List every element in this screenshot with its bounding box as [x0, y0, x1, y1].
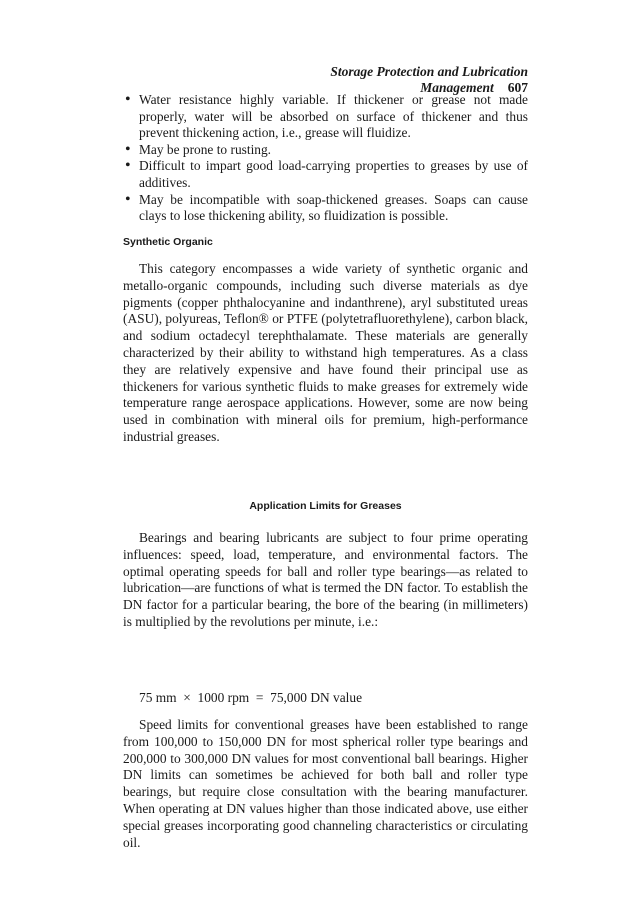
bullet-item: • Difficult to impart good load-carrying properties to greases by use of additives.: [123, 158, 528, 191]
page-number: 607: [507, 80, 528, 95]
dn-equation: 75 mm × 1000 rpm = 75,000 DN value: [139, 690, 363, 705]
application-limits-paragraph-1: Bearings and bearing lubricants are subject to four prime operating influences: speed, load, temperature, and environmental factors. The optimal operating speeds for ball and roller type bearings—as related to lubrication—are functions of what is termed the DN factor. To establish the DN factor for a particular bearing, the bore of the bearing (in millimeters) is multiplied by the revolutions per minute, i.e.:: [123, 530, 528, 629]
application-limits-heading: Application Limits for Greases: [249, 500, 402, 512]
running-title: Storage Protection and Lubrication Management: [330, 64, 528, 95]
bullet-item: • May be prone to rusting.: [123, 142, 528, 159]
bullet-item: • Water resistance highly variable. If thickener or grease not made properly, water will be absorbed on surface of thickener and thus prevent thickening action, i.e., grease will fluidize.: [123, 92, 528, 142]
synthetic-organic-paragraph: This category encompasses a wide variety of synthetic organic and metallo-organic compounds, including such diverse materials as dye pigments (copper phthalocyanine and indanthrene), aryl substituted ureas (ASU), polyureas, Teflon® or PTFE (polytetrafluorethylene), carbon black, and sodium octadecyl terephthalamate. These materials are generally characterized by their ability to withstand high temperatures. As a class they are relatively expensive and have found their principal use as thickeners for various synthetic fluids to make greases for extremely wide temperature range aerospace applications. However, some are now being used in combination with mineral oils for premium, high-performance industrial greases.: [123, 261, 529, 444]
application-limits-paragraph-2: Speed limits for conventional greases have been established to range from 100,000 to 150,000 DN for most spherical roller type bearings and 200,000 to 300,000 DN values for most conventional ball bearings. Higher DN limits can sometimes be achieved for both ball and roller type bearings, but require close consultation with the bearing manufacturer. When operating at DN values higher than those indicated above, use either special greases incorporating good channeling characteristics or circulating oil.: [123, 717, 528, 850]
bullet-list: [123, 92, 528, 225]
synthetic-organic-heading: Synthetic Organic: [123, 236, 213, 248]
bullet-item: • May be incompatible with soap-thickened greases. Soaps can cause clays to lose thickening ability, so fluidization is possible.: [123, 192, 528, 225]
